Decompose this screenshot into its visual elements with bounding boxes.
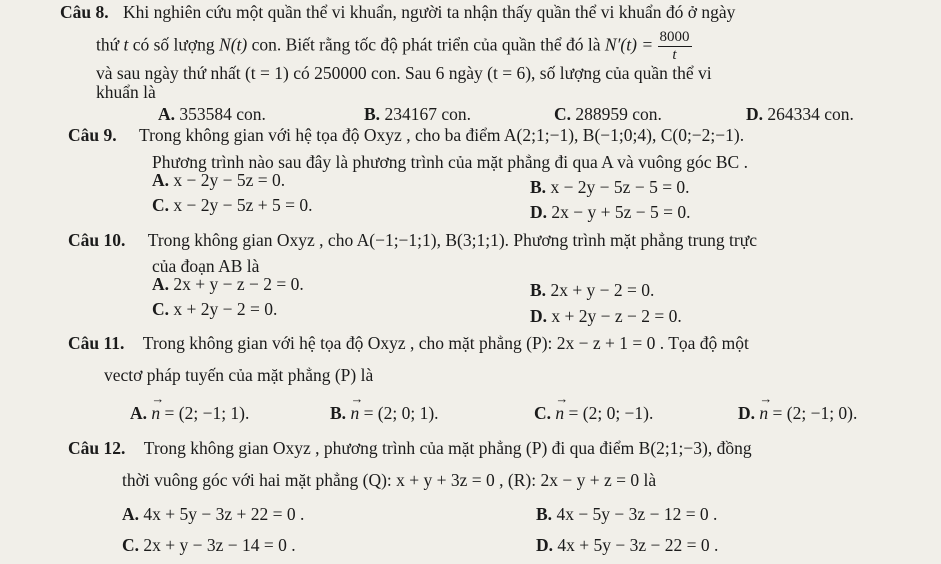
question-text-line: và sau ngày thứ nhất (t = 1) có 250000 con. Sau 6 ngày (t = 6), số lượng của quần thể vi	[96, 63, 712, 83]
answer-a[interactable]	[158, 104, 266, 125]
vector-n: → n	[759, 403, 768, 424]
answer-label: C.	[122, 535, 140, 555]
question-text-line: vectơ pháp tuyến của mặt phẳng (P) là	[104, 365, 374, 385]
answer-label: D.	[746, 104, 764, 124]
answer-c[interactable]: C. → n = (2; 0; −1).	[534, 403, 653, 424]
answer-label: B.	[530, 177, 547, 197]
question-text-line: khuẩn là	[96, 82, 156, 102]
question-number: Câu 12.	[68, 438, 126, 458]
answer-label: B.	[536, 504, 553, 524]
answer-a[interactable]	[152, 274, 304, 295]
answer-text: 4x − 5y − 3z − 12 = 0 .	[552, 504, 718, 524]
answer-label: A.	[158, 104, 176, 124]
answer-b[interactable]	[530, 177, 690, 198]
answer-text: 264334 con.	[763, 104, 854, 124]
answer-text: x − 2y − 5z = 0.	[169, 170, 286, 190]
answer-label: C.	[152, 195, 170, 215]
answer-label: A.	[122, 504, 140, 524]
vector-n: → n	[555, 403, 564, 424]
answer-text: 234167 con.	[380, 104, 471, 124]
answer-d[interactable]	[530, 202, 691, 223]
answer-text: x − 2y − 5z − 5 = 0.	[546, 177, 690, 197]
answer-text: 2x + y − 3z − 14 = 0 .	[139, 535, 296, 555]
answer-label: B.	[530, 280, 547, 300]
answer-text: x − 2y − 5z + 5 = 0.	[169, 195, 313, 215]
question-text: Khi nghiên cứu một quần thể vi khuẩn, người ta nhận thấy quần thể vi khuẩn đó ở ngày	[123, 2, 736, 22]
answer-b[interactable]	[536, 504, 717, 525]
question-text: Trong không gian với hệ tọa độ Oxyz , cho mặt phẳng (P): 2x − z + 1 = 0 . Tọa độ một	[142, 333, 749, 353]
answer-text: x + 2y − 2 = 0.	[169, 299, 278, 319]
answer-a[interactable]: A. → n = (2; −1; 1).	[130, 403, 249, 424]
answer-c[interactable]	[152, 299, 277, 320]
answer-text: 4x + 5y − 3z − 22 = 0 .	[553, 535, 719, 555]
answer-text: 2x − y + 5z − 5 = 0.	[547, 202, 691, 222]
vector-n: → n	[350, 403, 359, 424]
answer-text: 4x + 5y − 3z + 22 = 0 .	[139, 504, 305, 524]
answer-label: A.	[152, 274, 170, 294]
question-number: Câu 11.	[68, 333, 125, 353]
answer-a[interactable]	[152, 170, 285, 191]
fraction: $\frac{8000}{t}$	[659, 29, 690, 63]
answer-a[interactable]	[122, 504, 304, 525]
answer-text: 353584 con.	[175, 104, 266, 124]
question-number: Câu 9.	[68, 125, 117, 145]
question-text-line: Phương trình nào sau đây là phương trình của mặt phẳng đi qua A và vuông góc BC .	[152, 152, 748, 172]
answer-text: 2x + y − 2 = 0.	[546, 280, 655, 300]
answer-label: D.	[530, 306, 548, 326]
question-text-line: thời vuông góc với hai mặt phẳng (Q): x + y + 3z = 0 , (R): 2x − y + z = 0 là	[122, 470, 657, 490]
answer-label: D.	[536, 535, 554, 555]
question-number: Câu 8.	[60, 2, 109, 22]
question-text: Trong không gian với hệ tọa độ Oxyz , cho ba điểm A(2;1;−1), B(−1;0;4), C(0;−2;−1).	[139, 125, 745, 145]
question-number: Câu 10.	[68, 230, 126, 250]
answer-d[interactable]	[530, 306, 682, 327]
answer-b[interactable]: B. → n = (2; 0; 1).	[330, 403, 439, 424]
question-text-line: thứ t có số lượng N(t) con. Biết rằng tốc độ phát triển của quần thể đó là N′(t) = $\frac{8000}{t}$	[96, 29, 690, 63]
answer-b[interactable]	[364, 104, 471, 125]
answer-label: C.	[554, 104, 572, 124]
question-text: Trong không gian Oxyz , cho A(−1;−1;1), B(3;1;1). Phương trình mặt phẳng trung trực	[147, 230, 757, 250]
answer-c[interactable]	[554, 104, 662, 125]
answer-c[interactable]	[122, 535, 296, 556]
vector-n: → n	[151, 403, 160, 424]
answer-label: B.	[364, 104, 381, 124]
answer-c[interactable]	[152, 195, 313, 216]
answer-label: D.	[530, 202, 548, 222]
answer-b[interactable]	[530, 280, 654, 301]
answer-label: C.	[152, 299, 170, 319]
question-text: Trong không gian Oxyz , phương trình của mặt phẳng (P) đi qua điểm B(2;1;−3), đồng	[143, 438, 752, 458]
answer-label: A.	[152, 170, 170, 190]
answer-text: 288959 con.	[571, 104, 662, 124]
answer-text: 2x + y − z − 2 = 0.	[169, 274, 304, 294]
answer-d[interactable]: D. → n = (2; −1; 0).	[738, 403, 857, 424]
answer-text: x + 2y − z − 2 = 0.	[547, 306, 682, 326]
question-text-line: của đoạn AB là	[152, 256, 260, 276]
answer-d[interactable]	[536, 535, 718, 556]
answer-d[interactable]	[746, 104, 854, 125]
